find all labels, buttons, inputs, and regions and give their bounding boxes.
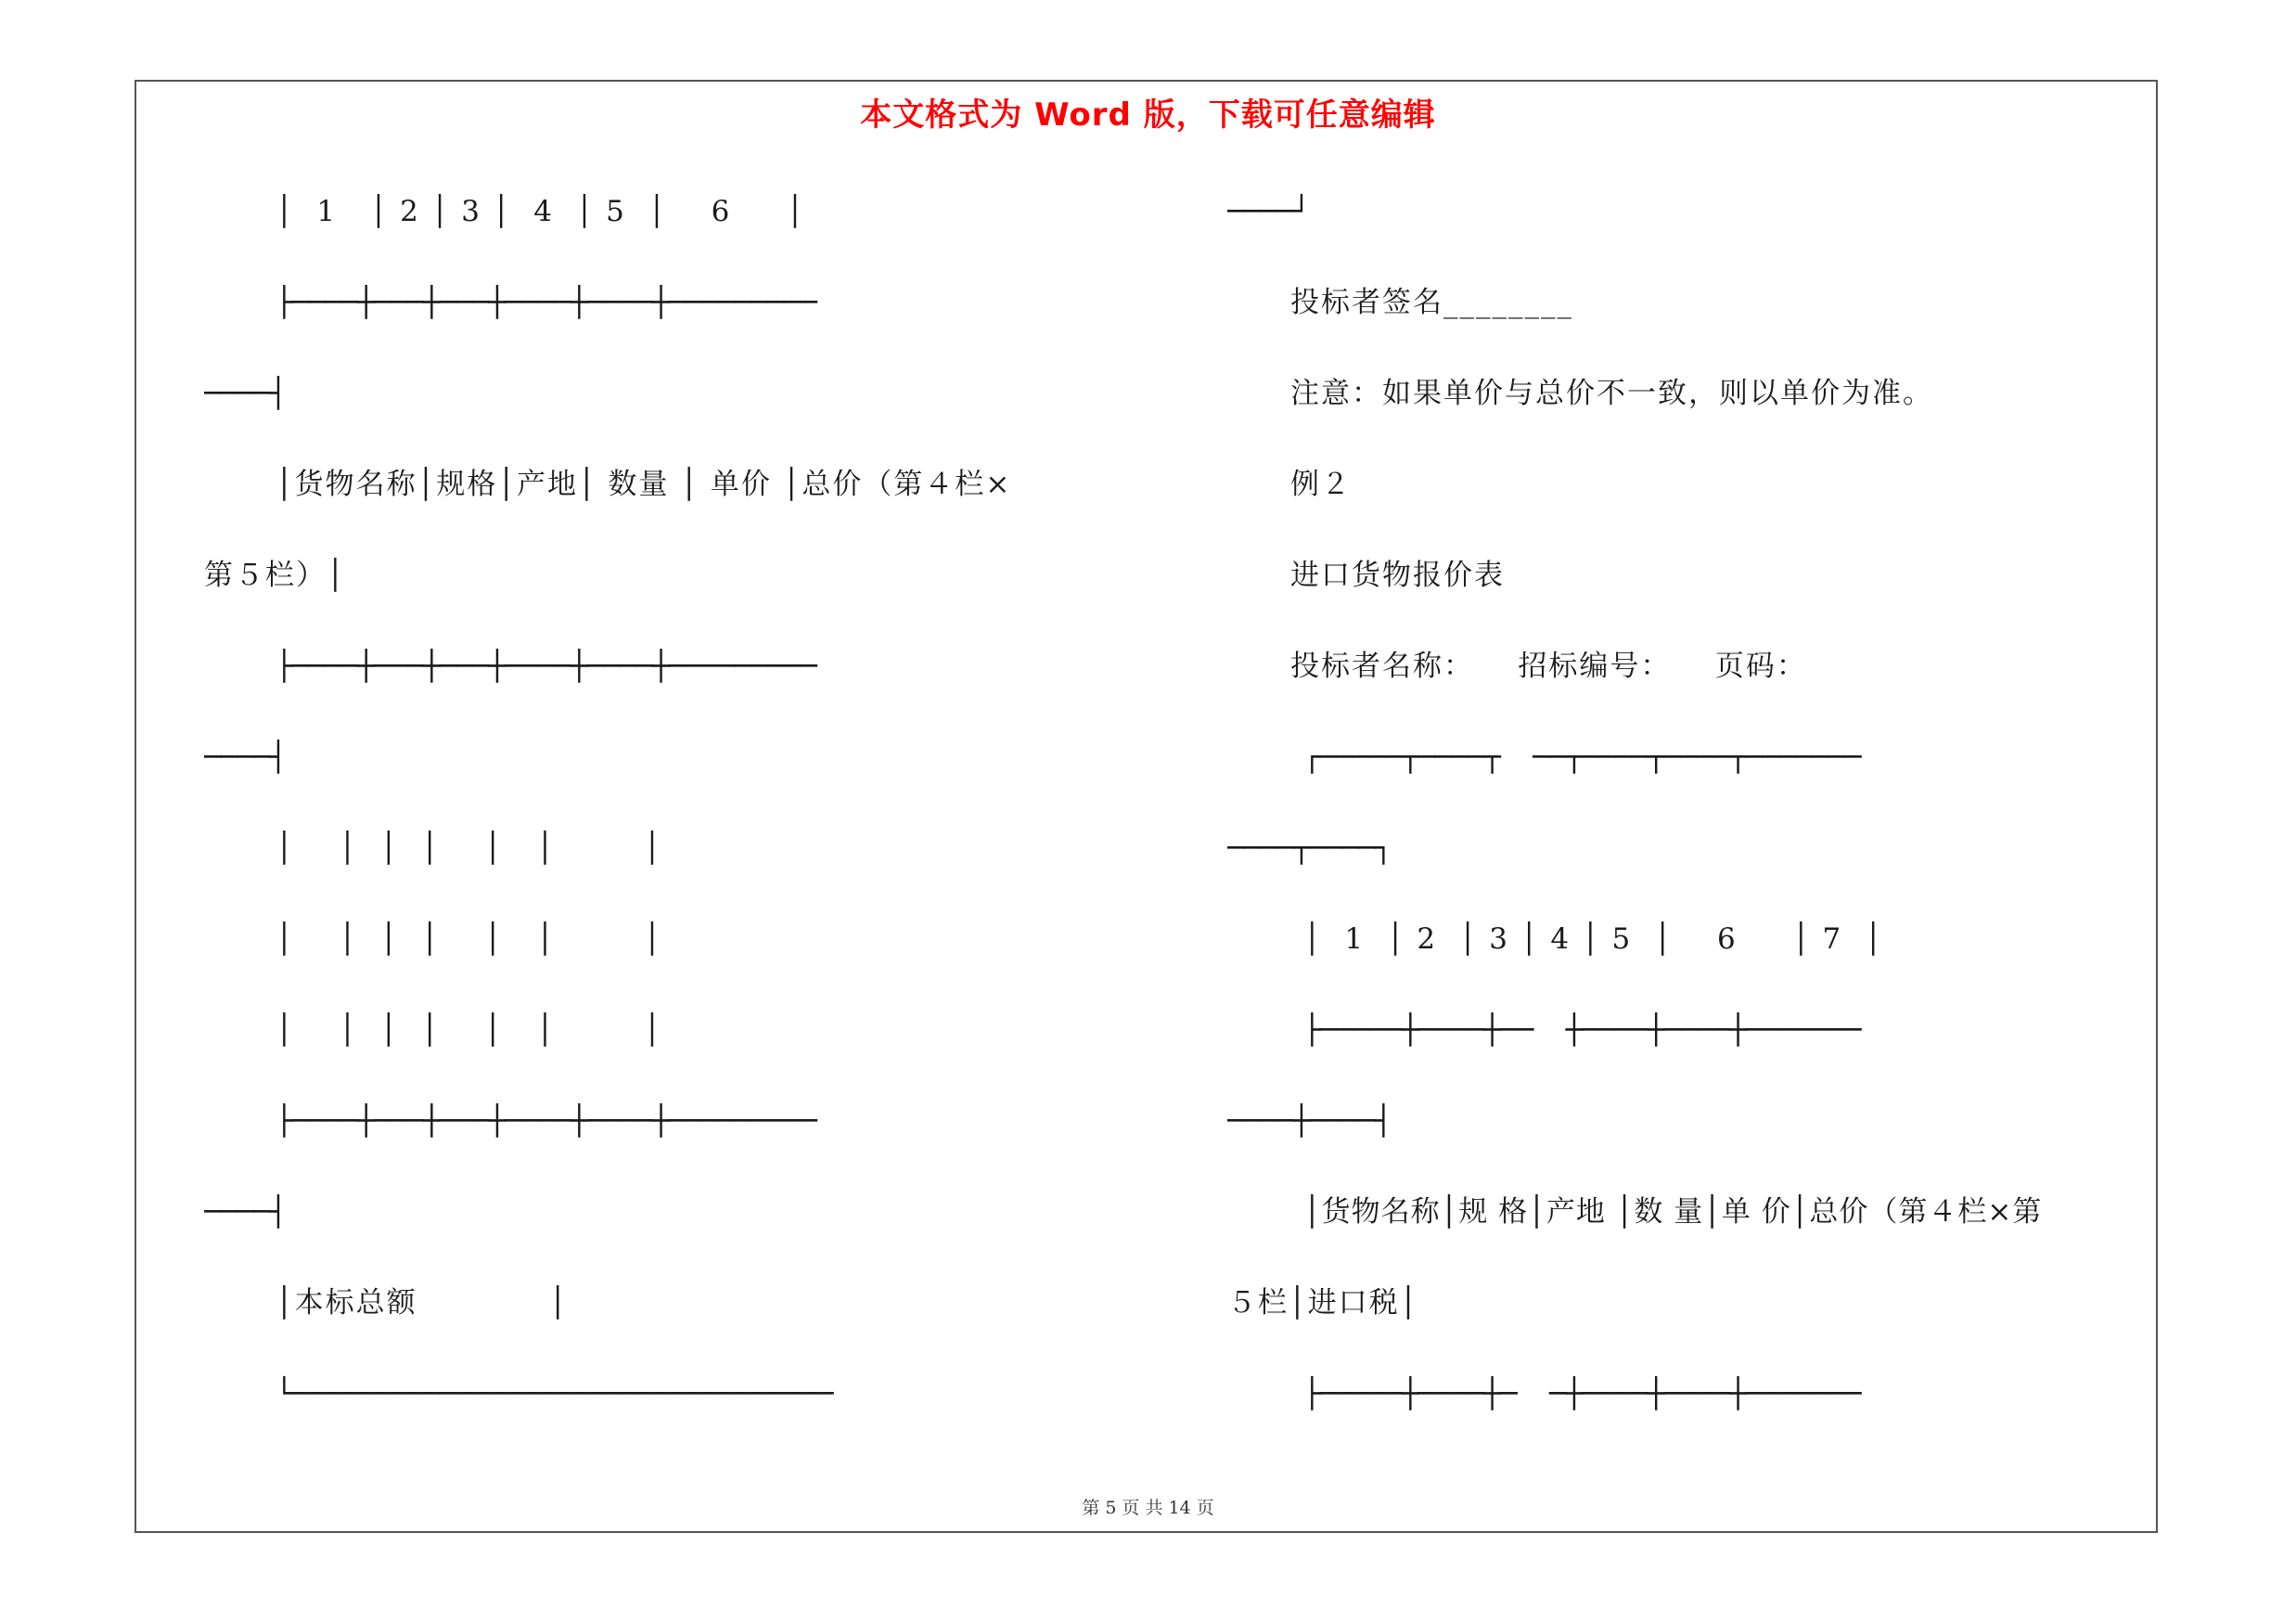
left-empty-row: │ │ │ │ │ │ │ xyxy=(276,922,663,956)
header-banner: 本文格式为 Word 版，下载可任意编辑 xyxy=(860,97,1436,134)
footer-page-number: 5 xyxy=(1105,1498,1117,1518)
left-header-row-cont: 第５栏）│ xyxy=(204,559,346,592)
right-header-row: │货物名称│规 格│产地 │数 量│单 价│总价（第４栏×第 xyxy=(1303,1195,2043,1229)
right-rule-top-tail: ────┬────┐ xyxy=(1227,831,1392,865)
right-col-numbers-row: │ 1 │ 2 │ 3 │ 4 │ 5 │ 6 │ 7 │ xyxy=(1303,922,1884,956)
note-line: 注意：如果单价与总价不一致，则以单价为准。 xyxy=(1290,377,1933,410)
left-col-numbers-row: │ 1 │ 2 │ 3 │ 4 │ 5 │ 6 │ xyxy=(276,195,806,228)
right-header-row-cont: ５栏│进口税│ xyxy=(1227,1286,1419,1320)
footer-suffix: 页 xyxy=(1196,1498,1214,1518)
left-rule-2-tail: ────┤ xyxy=(204,741,287,774)
meta-line: 投标者名称： 招标编号： 页码： xyxy=(1290,650,1807,683)
left-rule-3: ├────┼───┼───┼────┼────┼───────── xyxy=(276,1104,816,1138)
right-rule-mid-2: ├─────┼────┼─ ─┼────┼────┼─────── xyxy=(1303,1377,1861,1410)
left-total-row: │本标总额 │ xyxy=(276,1286,569,1320)
table-title: 进口货物报价表 xyxy=(1290,559,1505,592)
left-rule-1: ├────┼───┼───┼────┼────┼───────── xyxy=(276,286,816,319)
left-rule-3-tail: ────┤ xyxy=(204,1195,287,1229)
right-rule-mid-1: ├─────┼────┼── ┼────┼────┼─────── xyxy=(1303,1013,1861,1047)
footer-prefix: 第 xyxy=(1082,1498,1100,1518)
right-rule-top: ┌─────┬────┬ ──┬────┬────┬─────── xyxy=(1303,741,1861,774)
page-footer xyxy=(0,1494,2296,1519)
left-header-row: │货物名称│规格│产地│ 数量 │ 单价 │总价（第４栏× xyxy=(276,468,1012,501)
right-top-tail: ────┘ xyxy=(1227,195,1310,228)
left-rule-1-tail: ────┤ xyxy=(204,377,287,410)
left-empty-row: │ │ │ │ │ │ │ xyxy=(276,1013,663,1047)
footer-total-pages: 14 xyxy=(1168,1498,1191,1518)
left-rule-2: ├────┼───┼───┼────┼────┼───────── xyxy=(276,650,816,683)
right-rule-mid-1-tail: ────┼────┤ xyxy=(1227,1104,1392,1138)
footer-middle: 页 共 xyxy=(1122,1498,1163,1518)
example-label: 例２ xyxy=(1290,468,1352,501)
signature-line: 投标者签名________ xyxy=(1290,286,1573,319)
left-empty-row: │ │ │ │ │ │ │ xyxy=(276,831,663,865)
left-rule-bottom: └───────────────────────────────── xyxy=(276,1377,833,1410)
